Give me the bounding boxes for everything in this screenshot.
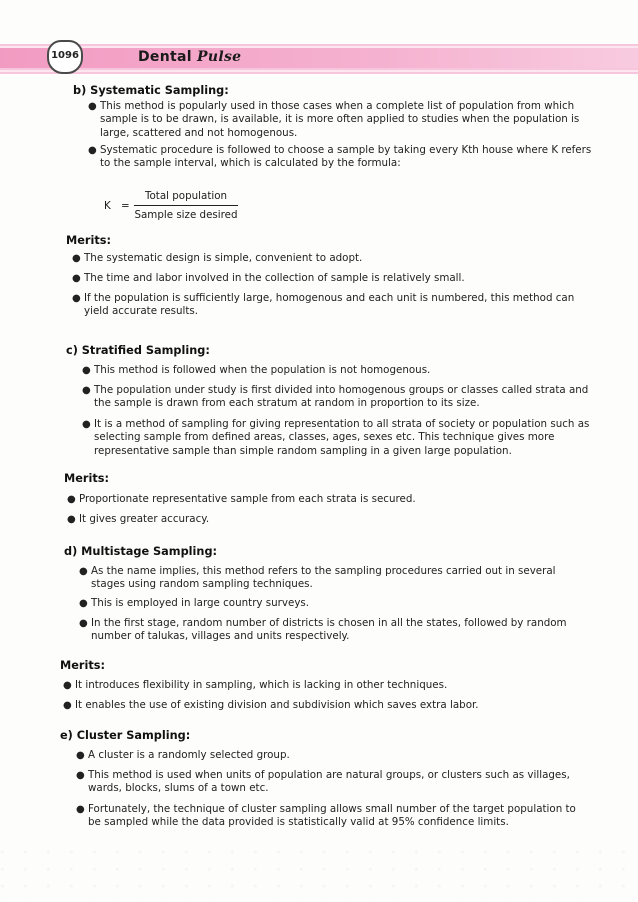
list-item: ● This method is followed when the population is not homogenous. [82,364,431,376]
scan-noise [0,842,638,902]
section-heading-stratified: c) Stratified Sampling: [66,344,210,357]
list-item: ● The systematic design is simple, convenient to adopt. [72,252,363,264]
section-heading-systematic: b) Systematic Sampling: [73,84,229,97]
list-item: ● Fortunately, the technique of cluster sampling allows small number of the target population to be sampled while the data provided is statistically valid at 95% confidence limits. [76,803,576,829]
list-item: ● It is a method of sampling for giving representation to all strata of society or population such as selecting sample from defined areas, classes, ages, sexes etc. This technique gives more representative sample than simple random sampling in a given large population. [82,418,590,457]
journal-name-main: Dental [138,49,192,65]
merits-heading: Merits: [64,472,109,485]
list-item: ● It gives greater accuracy. [67,513,210,525]
merits-heading: Merits: [60,659,105,672]
list-item: ● If the population is sufficiently large, homogenous and each unit is numbered, this method can yield accurate results. [72,292,575,318]
list-item: ● In the first stage, random number of districts is chosen in all the states, followed by random number of talukas, villages and units respectively. [79,617,567,643]
section-heading-cluster: e) Cluster Sampling: [60,729,191,742]
journal-name-script: Pulse [197,49,242,65]
list-item: ● This method is used when units of population are natural groups, or clusters such as villages, wards, blocks, slums of a town etc. [76,769,570,795]
formula-equals: = [121,200,130,212]
list-item: ● The time and labor involved in the collection of sample is relatively small. [72,272,465,284]
section-heading-multistage: d) Multistage Sampling: [64,545,218,558]
list-item: ● This is employed in large country surveys. [79,597,310,609]
list-item: ● The population under study is first divided into homogenous groups or classes called strata and the sample is drawn from each stratum at random in proportion to its size. [82,384,589,410]
formula-denominator: Sample size desired [134,209,238,221]
merits-heading: Merits: [66,234,111,247]
list-item: ● It enables the use of existing division and subdivision which saves extra labor. [63,699,479,711]
list-item: ● Systematic procedure is followed to choose a sample by taking every Kth house where K refers to the sample interval, which is calculated by the formula: [88,144,592,170]
page-number: 1096 [51,50,79,61]
list-item: ● This method is popularly used in those cases when a complete list of population from which sample is to be drawn, is available, it is more often applied to studies when the population is large, scattered and not homogenous. [88,100,580,139]
list-item: ● A cluster is a randomly selected group. [76,749,290,761]
formula-fraction [134,190,238,221]
list-item: ● Proportionate representative sample from each strata is secured. [67,493,416,505]
list-item: ● As the name implies, this method refers to the sampling procedures carried out in several stages using random sampling techniques. [79,565,556,591]
formula-numerator: Total population [134,190,238,206]
list-item: ● It introduces flexibility in sampling, which is lacking in other techniques. [63,679,448,691]
formula-lhs: K [104,200,111,212]
